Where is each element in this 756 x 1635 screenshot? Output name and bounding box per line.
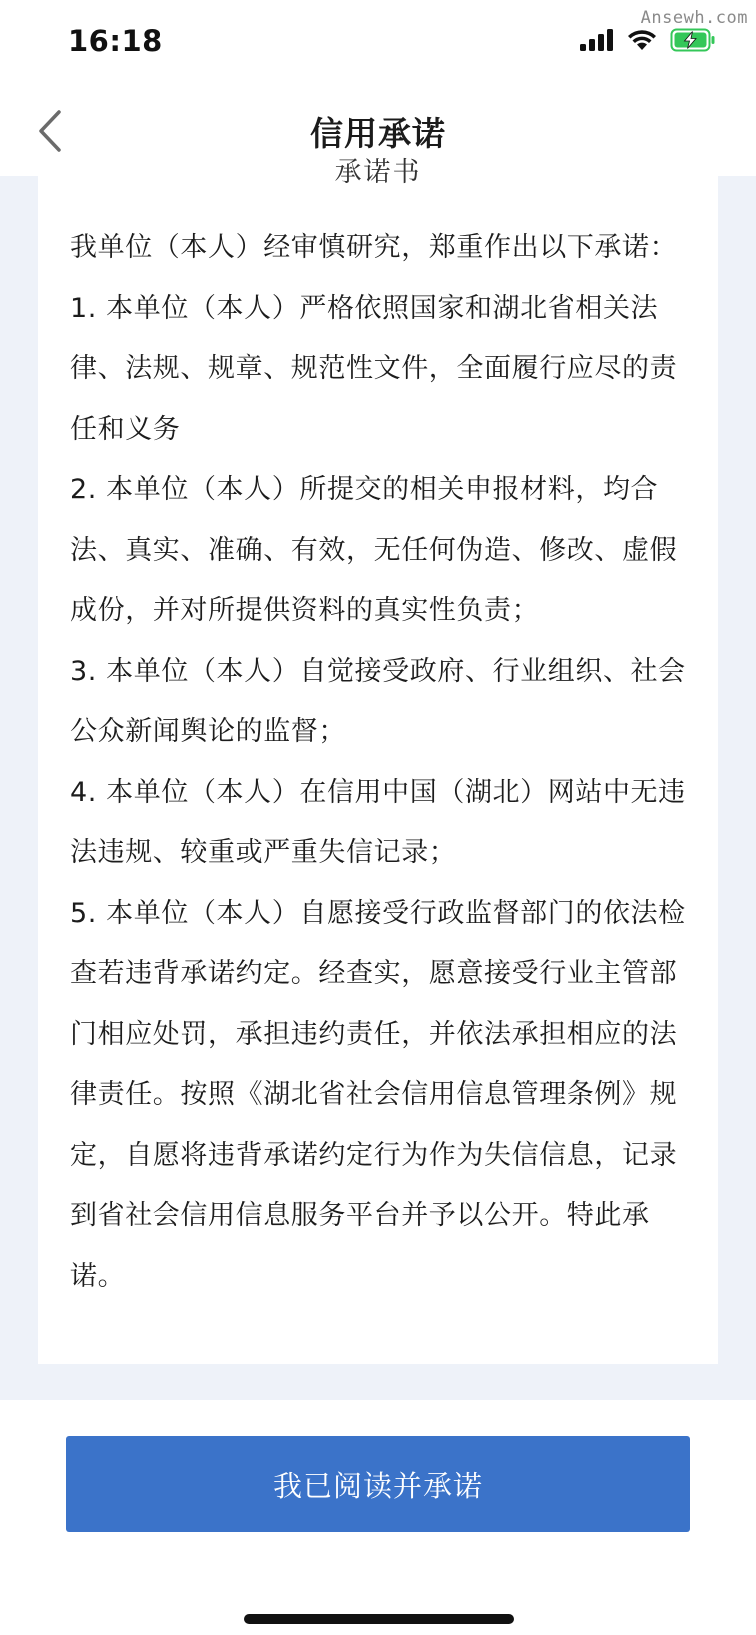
status-icons	[580, 28, 716, 56]
cellular-signal-icon	[580, 29, 614, 55]
watermark: Ansewh.com	[640, 8, 748, 28]
commitment-text	[70, 218, 690, 1307]
commitment-item-3: 3. 本单位（本人）自觉接受政府、行业组织、社会公众新闻舆论的监督；	[70, 655, 686, 747]
card-heading-cutoff: 承诺书	[334, 157, 422, 188]
battery-charging-icon	[670, 28, 716, 56]
commitment-item-1: 1. 本单位（本人）严格依照国家和湖北省相关法律、法规、规章、规范性文件，全面履行应尽的责任和义务	[70, 292, 678, 445]
home-indicator[interactable]	[244, 1614, 514, 1624]
page-title: 信用承诺	[310, 114, 446, 153]
confirm-commitment-button[interactable]: 我已阅读并承诺	[66, 1436, 690, 1532]
commitment-intro: 我单位（本人）经审慎研究，郑重作出以下承诺：	[70, 232, 678, 263]
bottom-action-area	[0, 1400, 756, 1635]
commitment-item-5: 5. 本单位（本人）自愿接受行政监督部门的依法检查若违背承诺约定。经查实，愿意接受行业主管部门相应处罚，承担违约责任，并依法承担相应的法律责任。按照《湖北省社会信用信息管理条例》规定，自愿将违背承诺约定行为作为失信信息，记录到省社会信用信息服务平台并予以公开。特此承诺。	[70, 897, 686, 1292]
wifi-icon	[626, 28, 658, 56]
commitment-item-2: 2. 本单位（本人）所提交的相关申报材料，均合法、真实、准确、有效，无任何伪造、修改、虚假成份，并对所提供资料的真实性负责；	[70, 474, 678, 626]
commitment-card	[38, 157, 718, 1364]
commitment-item-4: 4. 本单位（本人）在信用中国（湖北）网站中无违法违规、较重或严重失信记录；	[70, 776, 686, 868]
status-time: 16:18	[68, 24, 163, 58]
status-bar	[0, 0, 756, 90]
